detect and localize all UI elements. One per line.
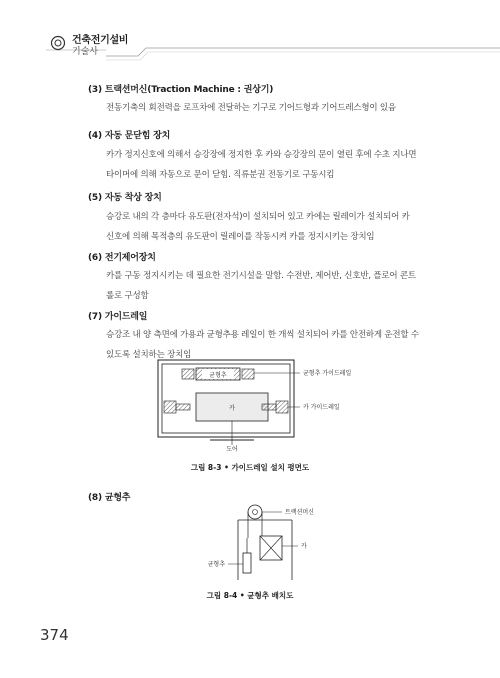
counterweight-box (243, 553, 251, 573)
section-title-8: (8) 균형추 (88, 493, 131, 503)
counterweight-label: 균형추 (209, 372, 227, 379)
circle-logo-icon (50, 35, 66, 51)
section-line: 승강로 내의 각 층마다 유도판(전자석)이 설치되어 있고 카에는 릴레이가 설치되어 카 (106, 212, 410, 222)
section-body-5 (106, 207, 436, 247)
section-title-6: (6) 전기제어장치 (88, 253, 156, 263)
section-line: 전동기축의 회전력을 로프차에 전달하는 기구로 기어드형과 기어드레스형이 있음 (106, 103, 396, 113)
section-line: 카를 구동 정지시키는 데 필요한 전기시설을 말함. 수전반, 제어반, 신호반, 플로어 콘트 (106, 271, 416, 281)
section-line: 카가 정지신호에 의해서 승강장에 정지한 후 카와 승강장의 문이 열린 후에 수초 지나면 (106, 150, 417, 160)
traction-sheave (248, 505, 262, 519)
cw-guide-label: 균형추 가이드레일 (303, 370, 352, 377)
section-body-3 (106, 98, 436, 118)
page-header (46, 28, 500, 62)
section-title-3: (3) 트랙션머신(Traction Machine : 권상기) (88, 85, 274, 95)
page-number: 374 (40, 626, 69, 644)
door-label: 도어 (226, 446, 238, 453)
header-subtitle: 기술사 (72, 47, 99, 57)
section-title-5: (5) 자동 착상 장치 (88, 193, 162, 203)
cw-rail-right (242, 369, 254, 379)
section-line: 롤로 구성함 (106, 291, 149, 301)
figure-8-4-caption: 그림 8-4 • 균형추 배치도 (206, 591, 294, 600)
guide-rail-plan-figure (0, 355, 500, 455)
cw-rail-left (182, 369, 194, 379)
section-title-4: (4) 자동 문닫힘 장치 (88, 131, 171, 141)
car-label: 카 (229, 405, 235, 412)
car-guide-label: 카 가이드레일 (303, 404, 340, 411)
figure-8-3-caption: 그림 8-3 • 가이드레일 설치 평면도 (190, 463, 310, 472)
car-label-2: 카 (301, 543, 307, 550)
section-body-4 (106, 145, 436, 185)
section-line: 타이머에 의해 자동으로 문이 닫힘. 직류분권 전동기로 구동시킴 (106, 170, 335, 180)
section-line: 신호에 의해 목적층의 유도판이 릴레이를 작동시켜 카를 정지시키는 장치임 (106, 232, 375, 242)
header-title: 건축전기설비 (72, 35, 129, 46)
car-rail-left (164, 401, 190, 413)
section-line: 승강조 내 양 측면에 가용과 균형추용 레일이 한 개씩 설치되어 카를 안전하게 운전할 수 (106, 330, 419, 340)
counterweight-arrangement-figure (0, 498, 500, 586)
traction-label: 트랙션머신 (285, 509, 314, 516)
section-title-7: (7) 가이드레일 (88, 312, 148, 322)
counterweight-label-2: 균형추 (207, 561, 225, 568)
section-line: 있도록 설치하는 장치임 (106, 350, 192, 360)
section-body-6 (106, 266, 436, 306)
